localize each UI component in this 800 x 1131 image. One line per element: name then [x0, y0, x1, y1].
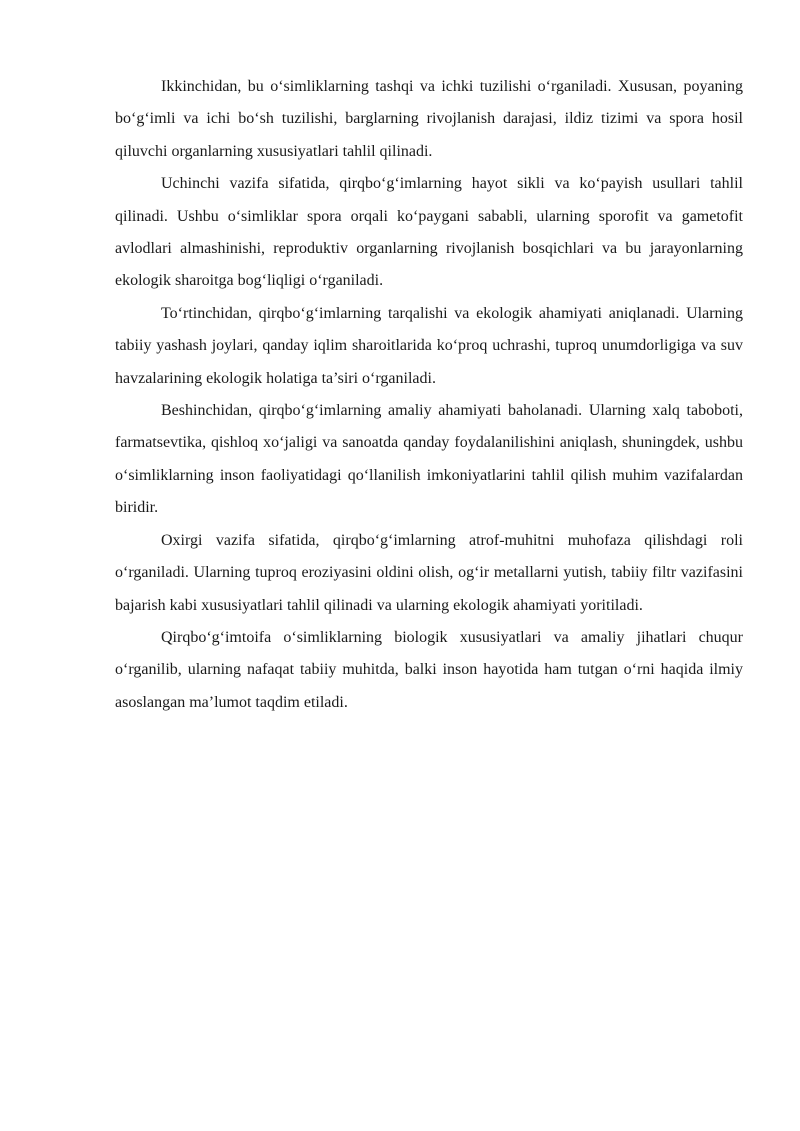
paragraph-fourth-task: To‘rtinchidan, qirqbo‘g‘imlarning tarqalishi va ekologik ahamiyati aniqlanadi. Ularning tabiiy yashash joylari, qanday iqlim sharoitlarida ko‘proq uchrashi, tuproq unumdorligiga va suv havzalarining ekologik holatiga ta’siri o‘rganiladi.	[115, 304, 743, 387]
document-page	[115, 71, 743, 719]
paragraph-third-task: Uchinchi vazifa sifatida, qirqbo‘g‘imlarning hayot sikli va ko‘payish usullari tahlil qilinadi. Ushbu o‘simliklar spora orqali ko‘paygani sababli, ularning sporofit va gametofit avlodlari almashinishi, reproduktiv organlarning rivojlanish bosqichlari va bu jarayonlarning ekologik sharoitga bog‘liqligi o‘rganiladi.	[115, 175, 743, 290]
paragraph-fifth-task: Beshinchidan, qirqbo‘g‘imlarning amaliy ahamiyati baholanadi. Ularning xalq taboboti, farmatsevtika, qishloq xo‘jaligi va sanoatda qanday foydalanilishini aniqlash, shuningdek, ushbu o‘simliklarning inson faoliyatidagi qo‘llanilish imkoniyatlarini tahlil qilish muhim vazifalardan biridir.	[115, 402, 743, 517]
paragraph-conclusion: Qirqbo‘g‘imtoifa o‘simliklarning biologik xususiyatlari va amaliy jihatlari chuqur o‘rganilib, ularning nafaqat tabiiy muhitda, balki inson hayotida ham tutgan o‘rni haqida ilmiy asoslangan ma’lumot taqdim etiladi.	[115, 628, 743, 711]
paragraph-second-task: Ikkinchidan, bu o‘simliklarning tashqi va ichki tuzilishi o‘rganiladi. Xususan, poyaning bo‘g‘imli va ichi bo‘sh tuzilishi, barglarning rivojlanish darajasi, ildiz tizimi va spora hosil qiluvchi organlarning xususiyatlari tahlil qilinadi.	[115, 78, 743, 160]
paragraph-final-task: Oxirgi vazifa sifatida, qirqbo‘g‘imlarning atrof-muhitni muhofaza qilishdagi roli o‘rganiladi. Ularning tuproq eroziyasini oldini olish, og‘ir metallarni yutish, tabiiy filtr vazifasini bajarish kabi xususiyatlari tahlil qilinadi va ularning ekologik ahamiyati yoritiladi.	[115, 531, 743, 614]
